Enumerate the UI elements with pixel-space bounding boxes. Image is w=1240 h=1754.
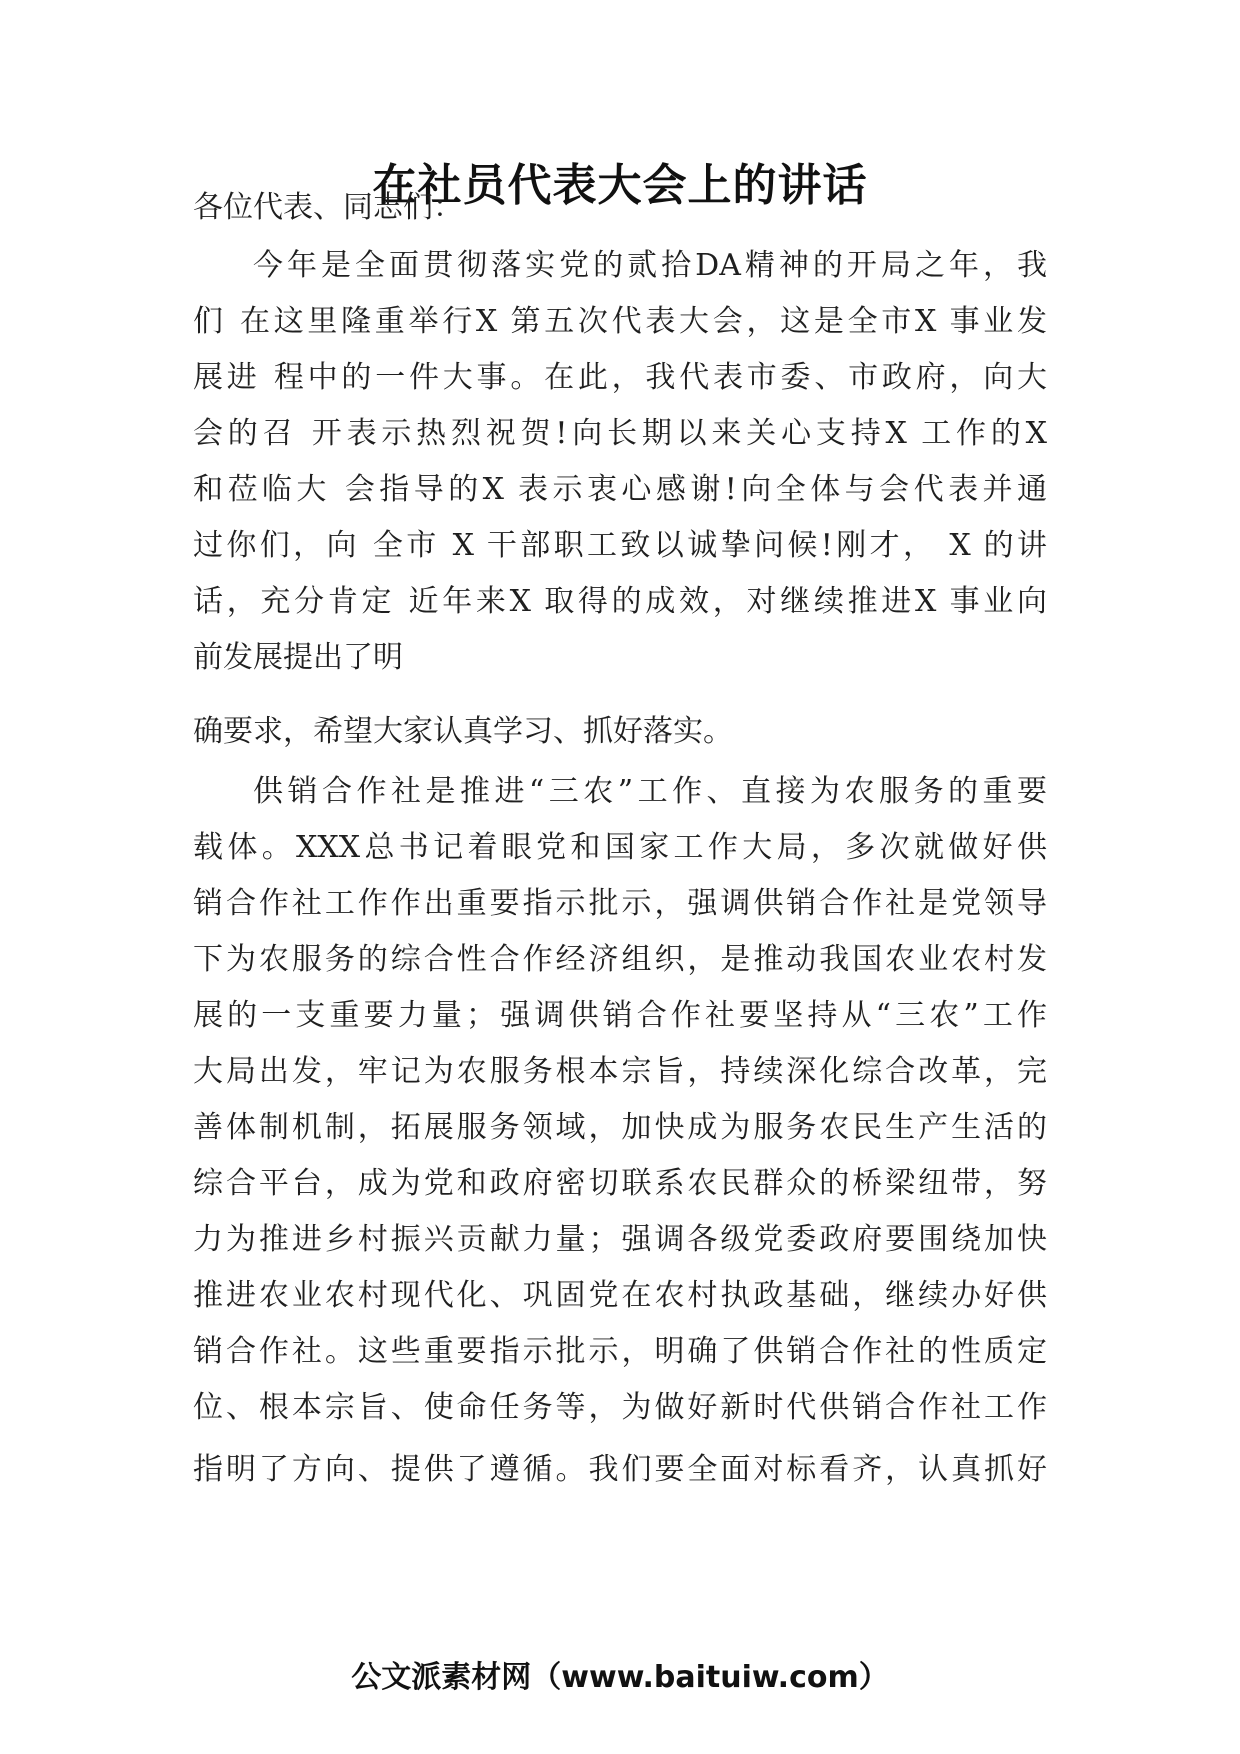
paragraph-line: 确要求，希望大家认真学习、抓好落实。 (193, 714, 733, 749)
paragraph-line: 过你们，向 全市 X 干部职工致以诚挚问候!刚才， X 的讲 (193, 528, 1047, 563)
paragraph-line: 大局出发，牢记为农服务根本宗旨，持续深化综合改革，完 (193, 1054, 1047, 1089)
paragraph-line: 综合平台，成为党和政府密切联系农民群众的桥梁纽带，努 (193, 1166, 1047, 1201)
paragraph-line: 载体。XXX总书记着眼党和国家工作大局，多次就做好供 (193, 830, 1047, 865)
paragraph-line: 力为推进乡村振兴贡献力量；强调各级党委政府要围绕加快 (193, 1222, 1047, 1257)
salutation: 各位代表、同志们： (193, 190, 463, 225)
paragraph-line: 今年是全面贯彻落实党的贰拾DA精神的开局之年，我 (253, 248, 1047, 283)
paragraph-line: 销合作社工作作出重要指示批示，强调供销合作社是党领导 (193, 886, 1047, 921)
paragraph-line: 供销合作社是推进“三农”工作、直接为农服务的重要 (253, 774, 1047, 809)
page-title: 在社员代表大会上的讲话 (372, 160, 868, 211)
paragraph-line: 善体制机制，拓展服务领域，加快成为服务农民生产生活的 (193, 1110, 1047, 1145)
paragraph-line: 推进农业农村现代化、巩固党在农村执政基础，继续办好供 (193, 1278, 1047, 1313)
paragraph-line: 展的一支重要力量；强调供销合作社要坚持从“三农”工作 (193, 998, 1047, 1033)
paragraph-line: 下为农服务的综合性合作经济组织，是推动我国农业农村发 (193, 942, 1047, 977)
paragraph-line: 位、根本宗旨、使命任务等，为做好新时代供销合作社工作 (193, 1390, 1047, 1425)
paragraph-line: 和莅临大 会指导的X 表示衷心感谢!向全体与会代表并通 (193, 472, 1047, 507)
paragraph-line: 销合作社。这些重要指示批示，明确了供销合作社的性质定 (193, 1334, 1047, 1369)
paragraph-line: 话，充分肯定 近年来X 取得的成效，对继续推进X 事业向 (193, 584, 1047, 619)
footer-watermark: 公文派素材网（www.baituiw.com） (351, 1660, 889, 1695)
paragraph-line: 们 在这里隆重举行X 第五次代表大会，这是全市X 事业发 (193, 304, 1047, 339)
paragraph-line: 展进 程中的一件大事。在此，我代表市委、市政府，向大 (193, 360, 1047, 395)
paragraph-line: 前发展提出了明 (193, 640, 403, 675)
paragraph-line: 指明了方向、提供了遵循。我们要全面对标看齐，认真抓好 (193, 1452, 1047, 1487)
paragraph-line: 会的召 开表示热烈祝贺!向长期以来关心支持X 工作的X (193, 416, 1047, 451)
